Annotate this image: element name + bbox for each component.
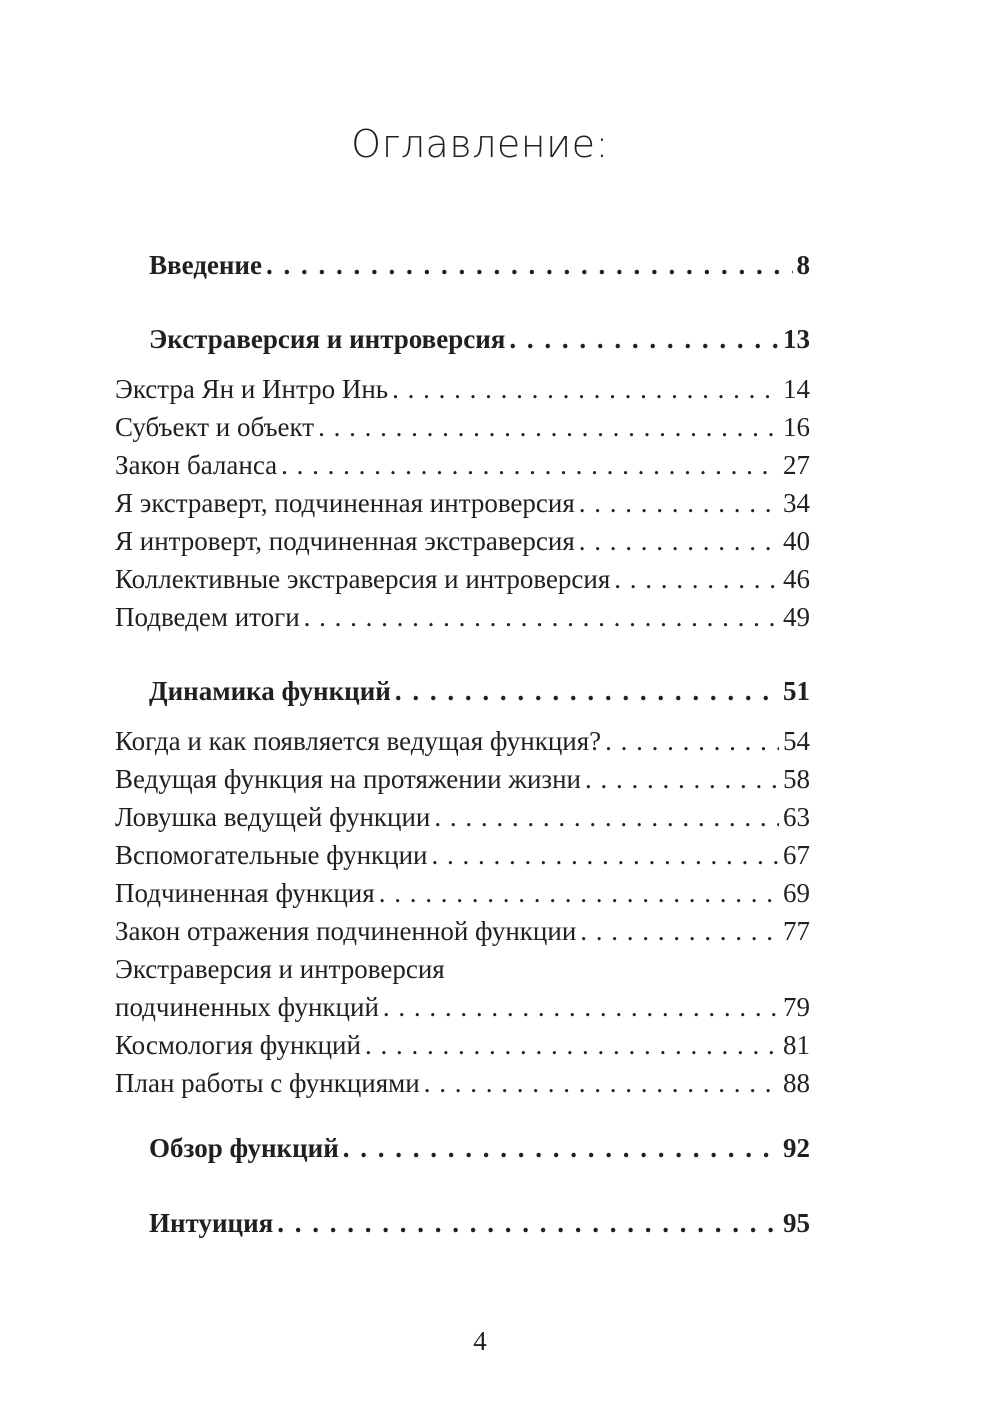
page-number: 4 xyxy=(473,1326,487,1356)
toc-page-number: 13 xyxy=(783,324,810,354)
toc-entry[interactable] xyxy=(115,914,810,948)
toc-entry[interactable] xyxy=(115,562,810,596)
toc-dot-leader xyxy=(318,410,779,444)
toc-entry-title: Закон баланса xyxy=(115,450,278,480)
toc-dot-leader xyxy=(432,838,779,872)
toc-entry-title: Я экстраверт, подчиненная интроверсия xyxy=(115,488,575,518)
toc-entry-title: Коллективные экстраверсия и интроверсия xyxy=(115,564,611,594)
toc-entry-title: Вспомогательные функции xyxy=(115,840,428,870)
toc-page-number: 69 xyxy=(783,878,810,908)
toc-entry-title: Когда и как появляется ведущая функция? xyxy=(115,726,602,756)
toc-dot-leader xyxy=(277,1206,779,1240)
toc-page-number: 46 xyxy=(783,564,810,594)
toc-dot-leader xyxy=(424,1066,779,1100)
toc-entry[interactable] xyxy=(115,372,810,406)
toc-entry[interactable] xyxy=(115,990,810,1024)
toc-entry-title: Космология функций xyxy=(115,1030,361,1060)
toc-entry-title: Экстра Ян и Интро Инь xyxy=(115,374,389,404)
toc-dot-leader xyxy=(614,562,779,596)
toc-page-number: 16 xyxy=(783,412,810,442)
toc-section-intuition[interactable] xyxy=(149,1206,810,1240)
toc-entry[interactable] xyxy=(115,410,810,444)
toc-dot-leader xyxy=(579,524,779,558)
toc-entry-title: Ведущая функция на протяжении жизни xyxy=(115,764,581,794)
toc-entry[interactable] xyxy=(115,876,810,910)
toc-dot-leader xyxy=(343,1131,779,1165)
toc-entry-title: Подчиненная функция xyxy=(115,878,375,908)
toc-section-function-dynamics[interactable] xyxy=(149,674,810,708)
toc-page-number: 51 xyxy=(783,676,810,706)
toc-page-number: 81 xyxy=(783,1030,810,1060)
toc-dot-leader xyxy=(395,674,779,708)
toc-page-number: 95 xyxy=(783,1208,810,1238)
toc-dot-leader xyxy=(434,800,779,834)
toc-entry-title: Я интроверт, подчиненная экстраверсия xyxy=(115,526,575,556)
toc-page-number: 77 xyxy=(783,916,810,946)
toc-entry[interactable] xyxy=(115,486,810,520)
toc-dot-leader xyxy=(509,322,779,356)
toc-dot-leader xyxy=(605,724,779,758)
toc-entry[interactable] xyxy=(115,1028,810,1062)
toc-page-number: 14 xyxy=(783,374,810,404)
toc-section-extraversion-introversion[interactable] xyxy=(149,322,810,356)
toc-dot-leader xyxy=(392,372,779,406)
toc-page-number: 88 xyxy=(783,1068,810,1098)
toc-page-number: 40 xyxy=(783,526,810,556)
toc-entry[interactable] xyxy=(115,800,810,834)
toc-entry[interactable] xyxy=(115,524,810,558)
toc-section-title: Введение xyxy=(149,250,262,280)
toc-page-number: 67 xyxy=(783,840,810,870)
toc-entry-title: Субъект и объект xyxy=(115,412,315,442)
toc-section-title: Динамика функций xyxy=(149,676,391,706)
page-title: Оглавление: xyxy=(351,122,609,166)
toc-dot-leader xyxy=(580,914,779,948)
toc-page-number: 27 xyxy=(783,450,810,480)
toc-page-number: 58 xyxy=(783,764,810,794)
toc-section-title: Экстраверсия и интроверсия xyxy=(149,324,506,354)
toc-dot-leader xyxy=(281,448,779,482)
toc-entry-title: Ловушка ведущей функции xyxy=(115,802,431,832)
toc-entry[interactable] xyxy=(115,600,810,634)
toc-page-number: 79 xyxy=(783,992,810,1022)
toc-page-number: 63 xyxy=(783,802,810,832)
toc-dot-leader xyxy=(266,248,793,282)
toc-entry-title: Экстраверсия и интроверсия xyxy=(115,954,445,984)
toc-entry-first-line[interactable] xyxy=(115,952,445,986)
toc-entry-title: Подведем итоги xyxy=(115,602,300,632)
toc-dot-leader xyxy=(304,600,779,634)
toc-dot-leader xyxy=(365,1028,779,1062)
toc-entry[interactable] xyxy=(115,762,810,796)
toc-dot-leader xyxy=(383,990,779,1024)
toc-page-number: 8 xyxy=(796,250,810,280)
toc-page-number: 49 xyxy=(783,602,810,632)
toc-entry[interactable] xyxy=(115,1066,810,1100)
toc-section-title: Обзор функций xyxy=(149,1133,339,1163)
toc-entry[interactable] xyxy=(115,838,810,872)
toc-entry-title: подчиненных функций xyxy=(115,992,379,1022)
toc-section-introduction[interactable] xyxy=(149,248,810,282)
toc-entry[interactable] xyxy=(115,724,810,758)
toc-entry[interactable] xyxy=(115,448,810,482)
toc-page-number: 54 xyxy=(783,726,810,756)
toc-dot-leader xyxy=(379,876,779,910)
toc-entry-title: Закон отражения подчиненной функции xyxy=(115,916,577,946)
toc-dot-leader xyxy=(579,486,779,520)
toc-entry-title: План работы с функциями xyxy=(115,1068,420,1098)
toc-section-functions-overview[interactable] xyxy=(149,1131,810,1165)
toc-page-number: 34 xyxy=(783,488,810,518)
toc-dot-leader xyxy=(585,762,779,796)
toc-page-number: 92 xyxy=(783,1133,810,1163)
toc-section-title: Интуиция xyxy=(149,1208,274,1238)
